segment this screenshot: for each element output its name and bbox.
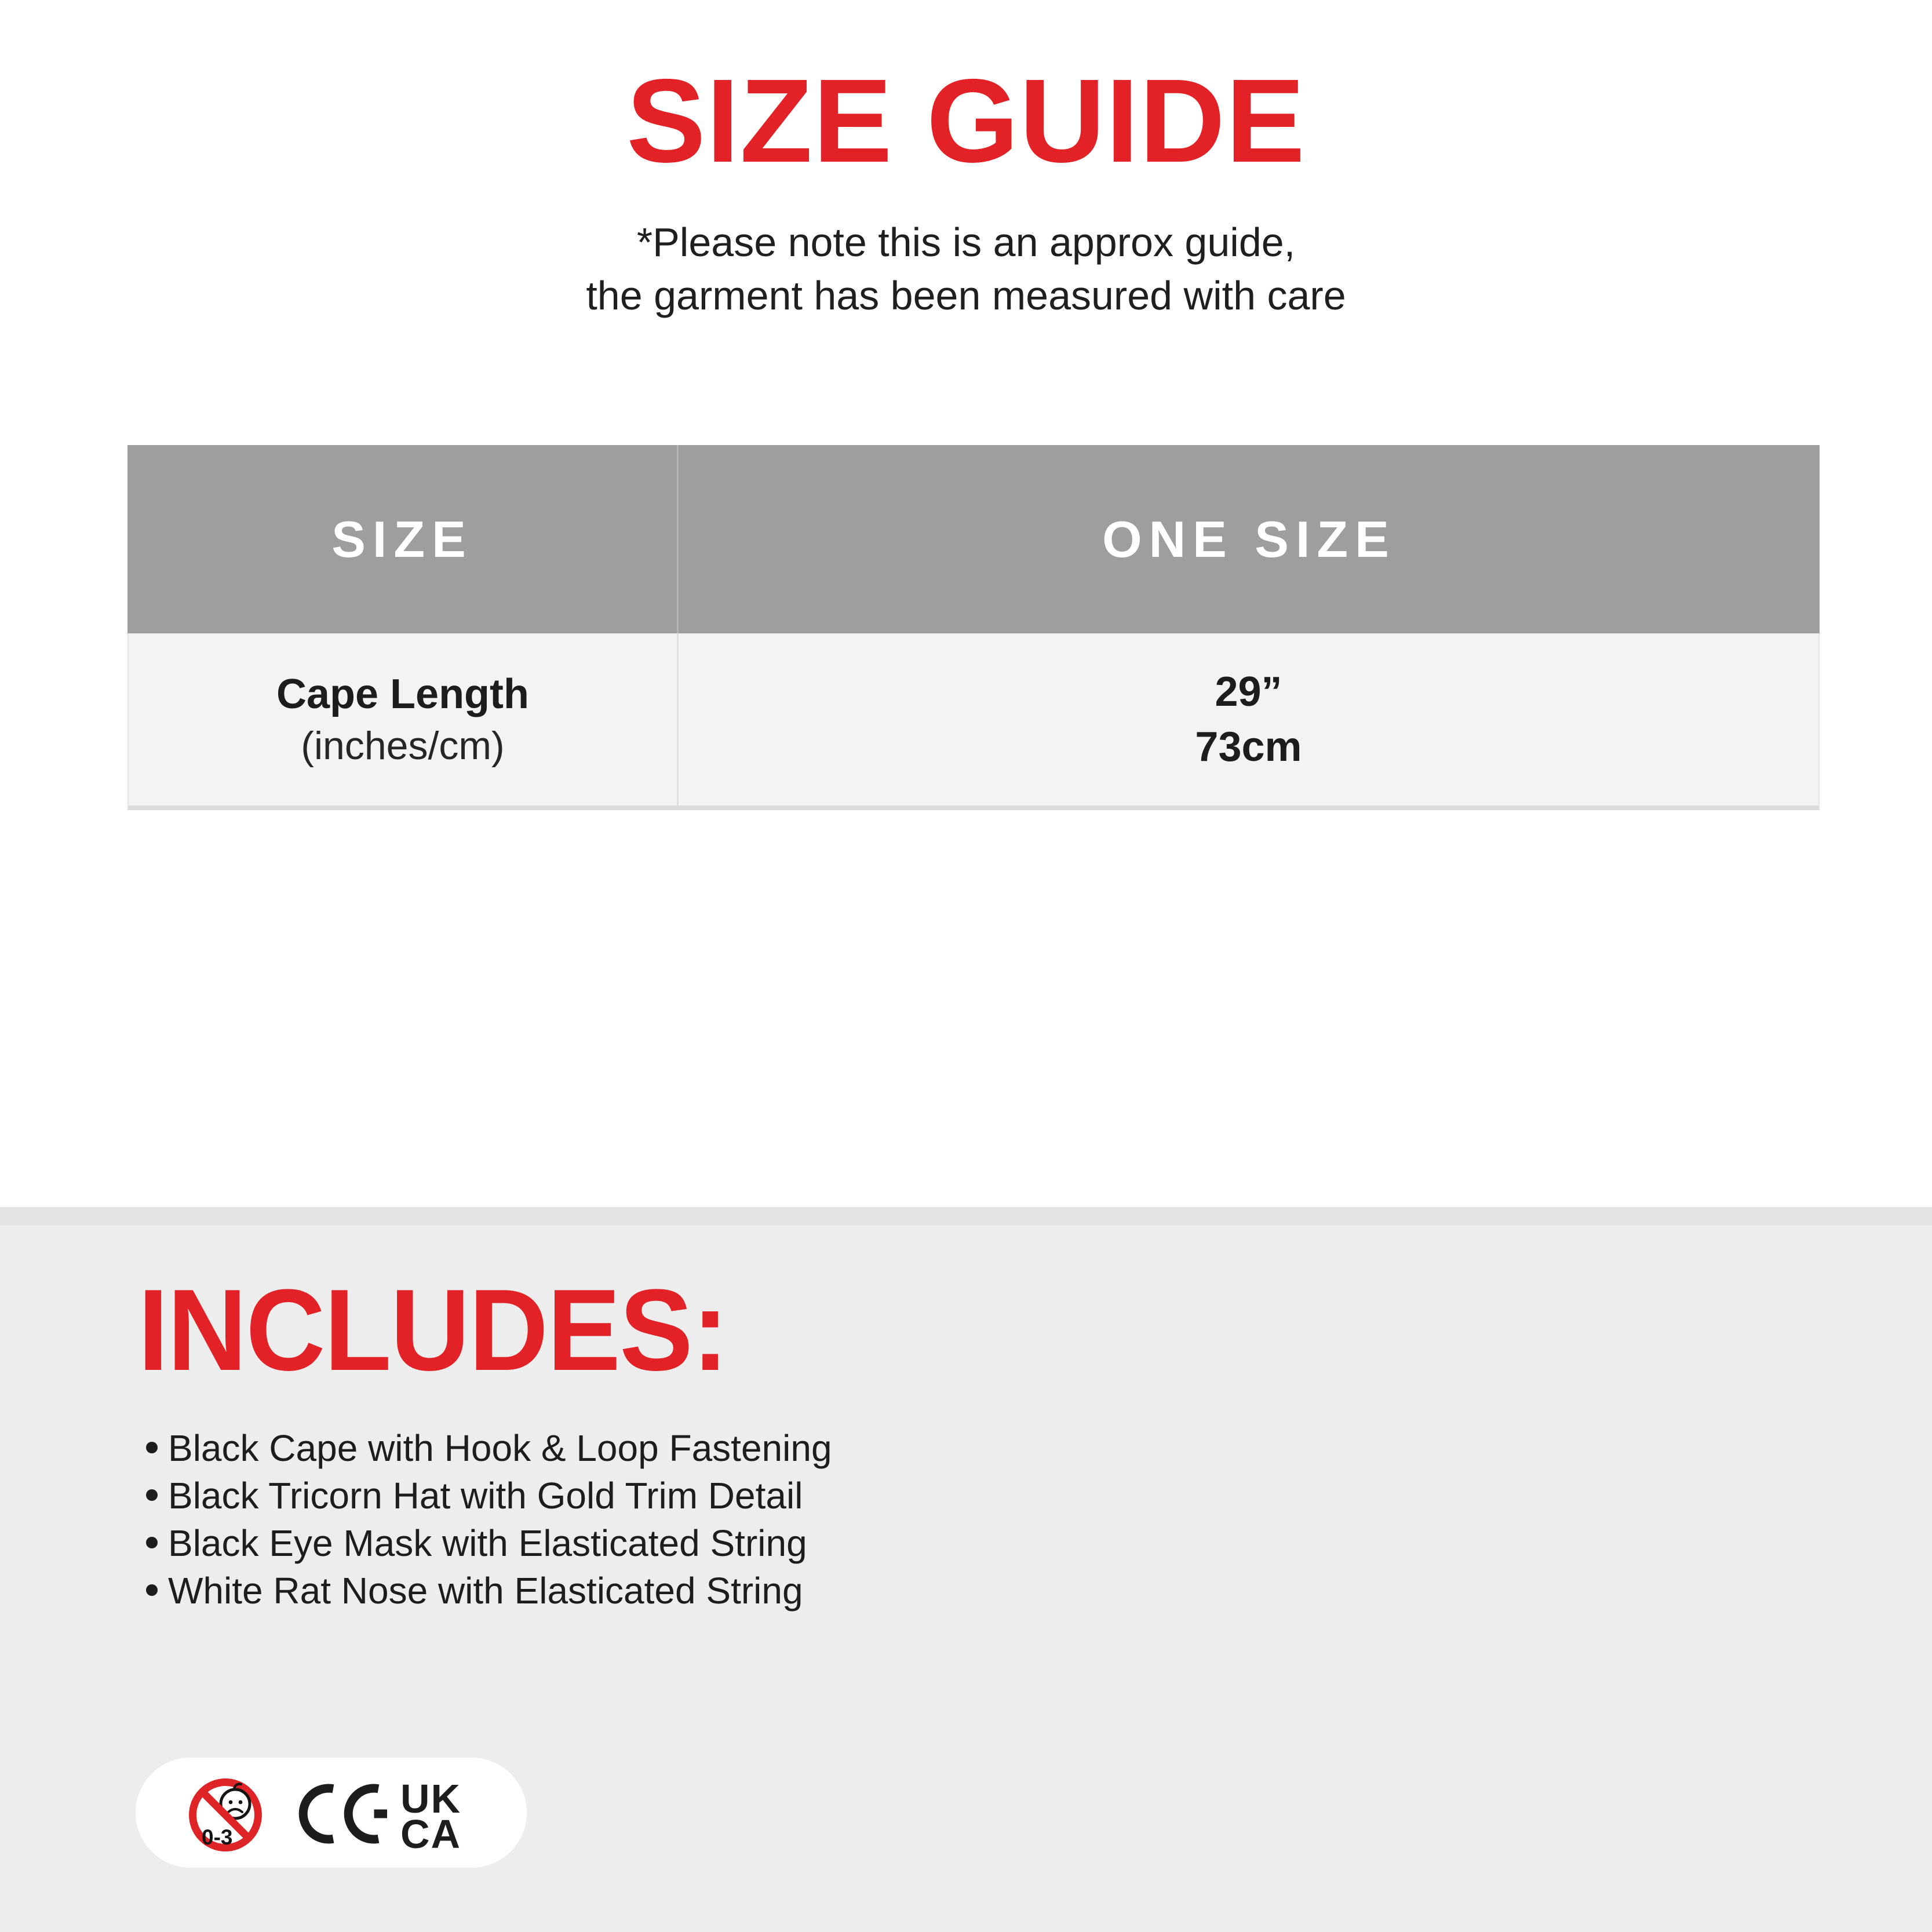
- measurement-unit: (inches/cm): [301, 723, 505, 768]
- age-range-label: 0-3: [202, 1825, 233, 1849]
- note-line-1: *Please note this is an approx guide,: [636, 220, 1296, 265]
- column-header-size: SIZE: [127, 445, 679, 633]
- note-line-2: the garment has been measured with care: [586, 273, 1346, 318]
- list-item: White Rat Nose with Elasticated String: [146, 1567, 832, 1614]
- not-suitable-under-3-icon: [193, 1782, 258, 1850]
- measurement-label-cell: [129, 633, 679, 805]
- column-header-one-size: ONE SIZE: [1102, 510, 1396, 568]
- measurement-name: Cape Length: [276, 670, 529, 717]
- ce-mark-icon: [303, 1788, 387, 1839]
- certification-icons: [136, 1758, 527, 1868]
- size-table: [127, 445, 1820, 810]
- includes-list: [146, 1424, 832, 1614]
- ukca-line-uk: UK: [400, 1776, 462, 1821]
- value-cm: 73cm: [1195, 723, 1302, 770]
- list-item: Black Eye Mask with Elasticated String: [146, 1519, 832, 1567]
- size-table-header: [127, 445, 1820, 633]
- ukca-mark-icon: [400, 1776, 461, 1857]
- includes-heading: INCLUDES:: [138, 1266, 728, 1395]
- ukca-line-ca: CA: [400, 1811, 462, 1857]
- certification-badges: [136, 1758, 527, 1868]
- list-item: Black Tricorn Hat with Gold Trim Detail: [146, 1472, 832, 1519]
- size-guide-note: [0, 216, 1932, 322]
- list-item: Black Cape with Hook & Loop Fastening: [146, 1424, 832, 1472]
- page-title: SIZE GUIDE: [626, 54, 1306, 187]
- table-row: [127, 633, 1820, 810]
- measurement-value-cell: [679, 633, 1818, 805]
- value-inches: 29”: [1215, 668, 1282, 715]
